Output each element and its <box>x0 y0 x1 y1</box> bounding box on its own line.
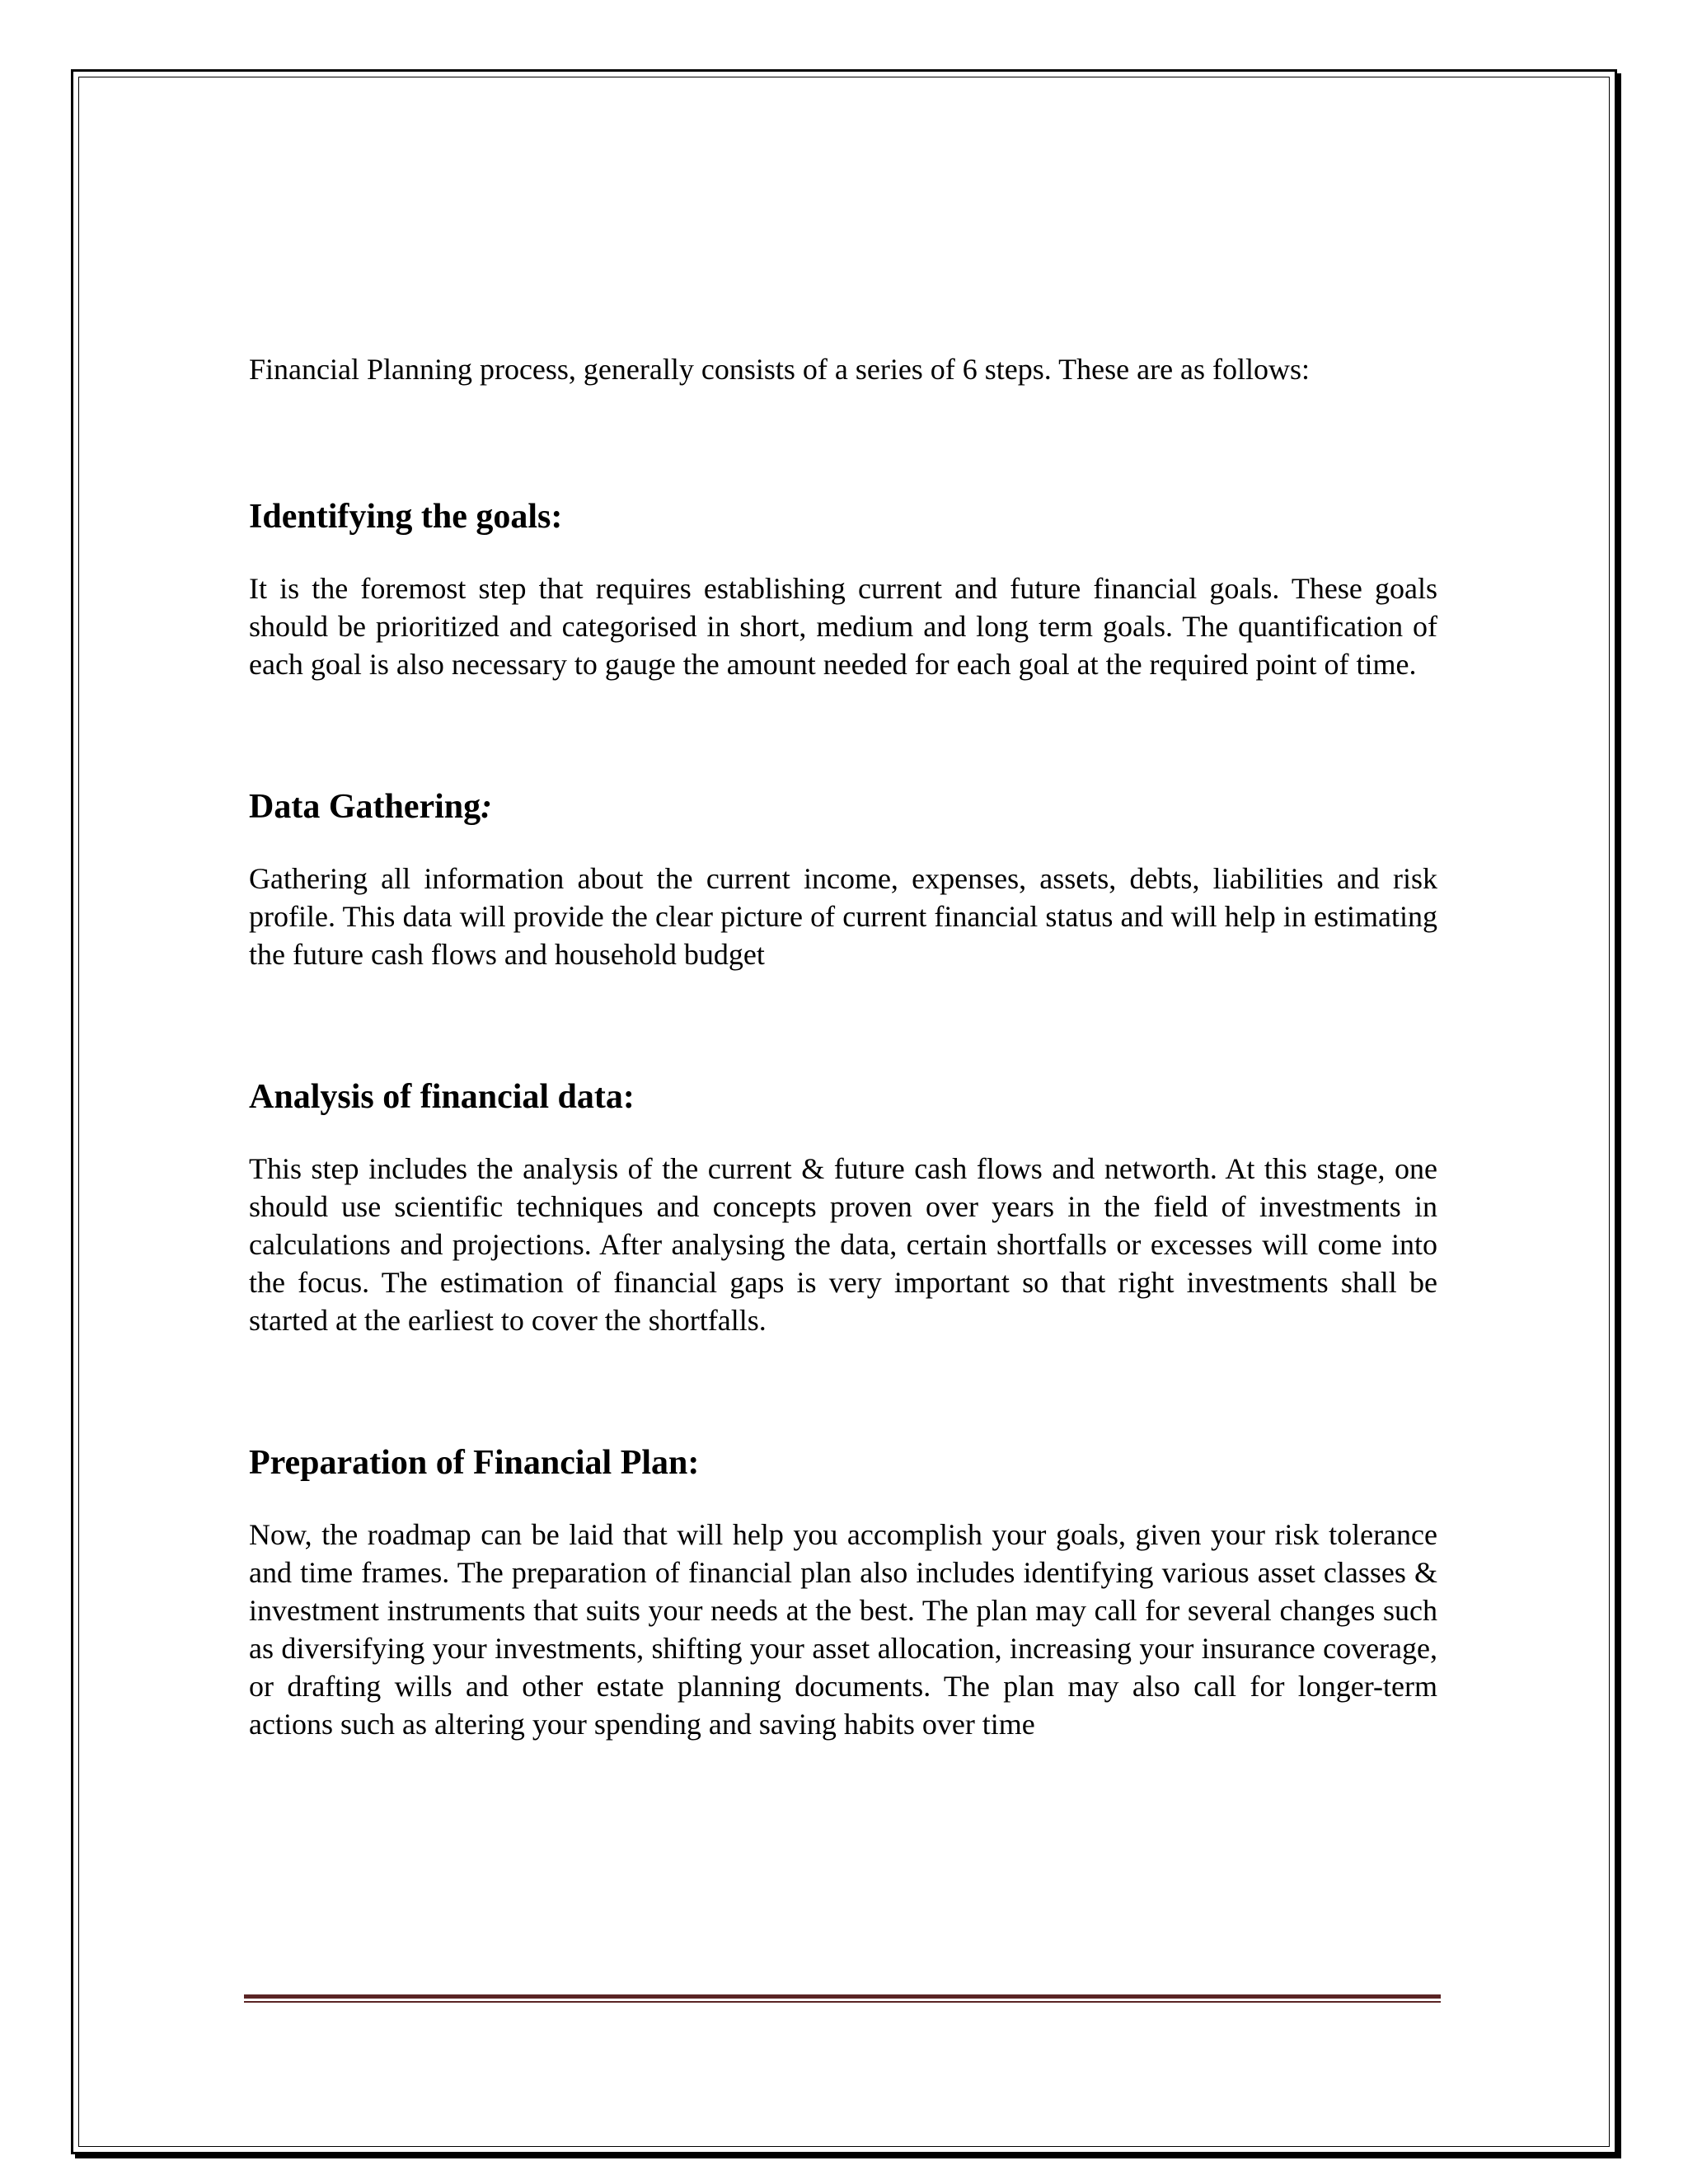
intro-paragraph: Financial Planning process, generally consists of a series of 6 steps. These are as follows: <box>249 353 1311 386</box>
section-heading-colon: : <box>481 788 493 826</box>
document-body <box>249 350 1437 1743</box>
section-paragraph: Gathering all information about the current income, expenses, assets, debts, liabilities and risk profile. This data will provide the clear picture of current financial status and will help in estimating the future cash flows and household budget <box>249 862 1437 971</box>
section-heading-text: Data Gathering <box>249 788 481 826</box>
section-preparation <box>249 1441 1437 1743</box>
section-heading-text: Identifying the goals: <box>249 498 563 536</box>
section-paragraph: Now, the roadmap can be laid that will help you accomplish your goals, given your risk tolerance and time frames. The preparation of financial plan also includes identifying various asset classes & investment instruments that suits your needs at the best. The plan may call for several changes such as diversifying your investments, shifting your asset allocation, increasing your insurance coverage, or drafting wills and other estate planning documents. The plan may also call for longer-term actions such as altering your spending and saving habits over time <box>249 1518 1437 1741</box>
section-heading <box>249 1441 1437 1484</box>
section-heading <box>249 1076 1437 1118</box>
section-heading <box>249 785 1437 828</box>
footer-rule <box>244 1994 1441 1999</box>
section-heading <box>249 495 1437 538</box>
section-analysis <box>249 1076 1437 1339</box>
section-paragraph: It is the foremost step that requires establishing current and future financial goals. These goals should be prioritized and categorised in short, medium and long term goals. The quantification of each goal is also necessary to gauge the amount needed for each goal at the required point of time. <box>249 572 1437 681</box>
footer-rule-thin <box>244 2001 1441 2003</box>
section-identifying-goals <box>249 495 1437 683</box>
section-heading-text: Analysis of financial data: <box>249 1078 635 1116</box>
section-paragraph: This step includes the analysis of the current & future cash flows and networth. At this stage, one should use scientific techniques and concepts proven over years in the field of investments in calculations and projections. After analysing the data, certain shortfalls or excesses will come into the focus. The estimation of financial gaps is very important so that right investments shall be started at the earliest to cover the shortfalls. <box>249 1152 1437 1337</box>
section-data-gathering <box>249 785 1437 973</box>
section-heading-text: Preparation of Financial Plan: <box>249 1444 700 1482</box>
